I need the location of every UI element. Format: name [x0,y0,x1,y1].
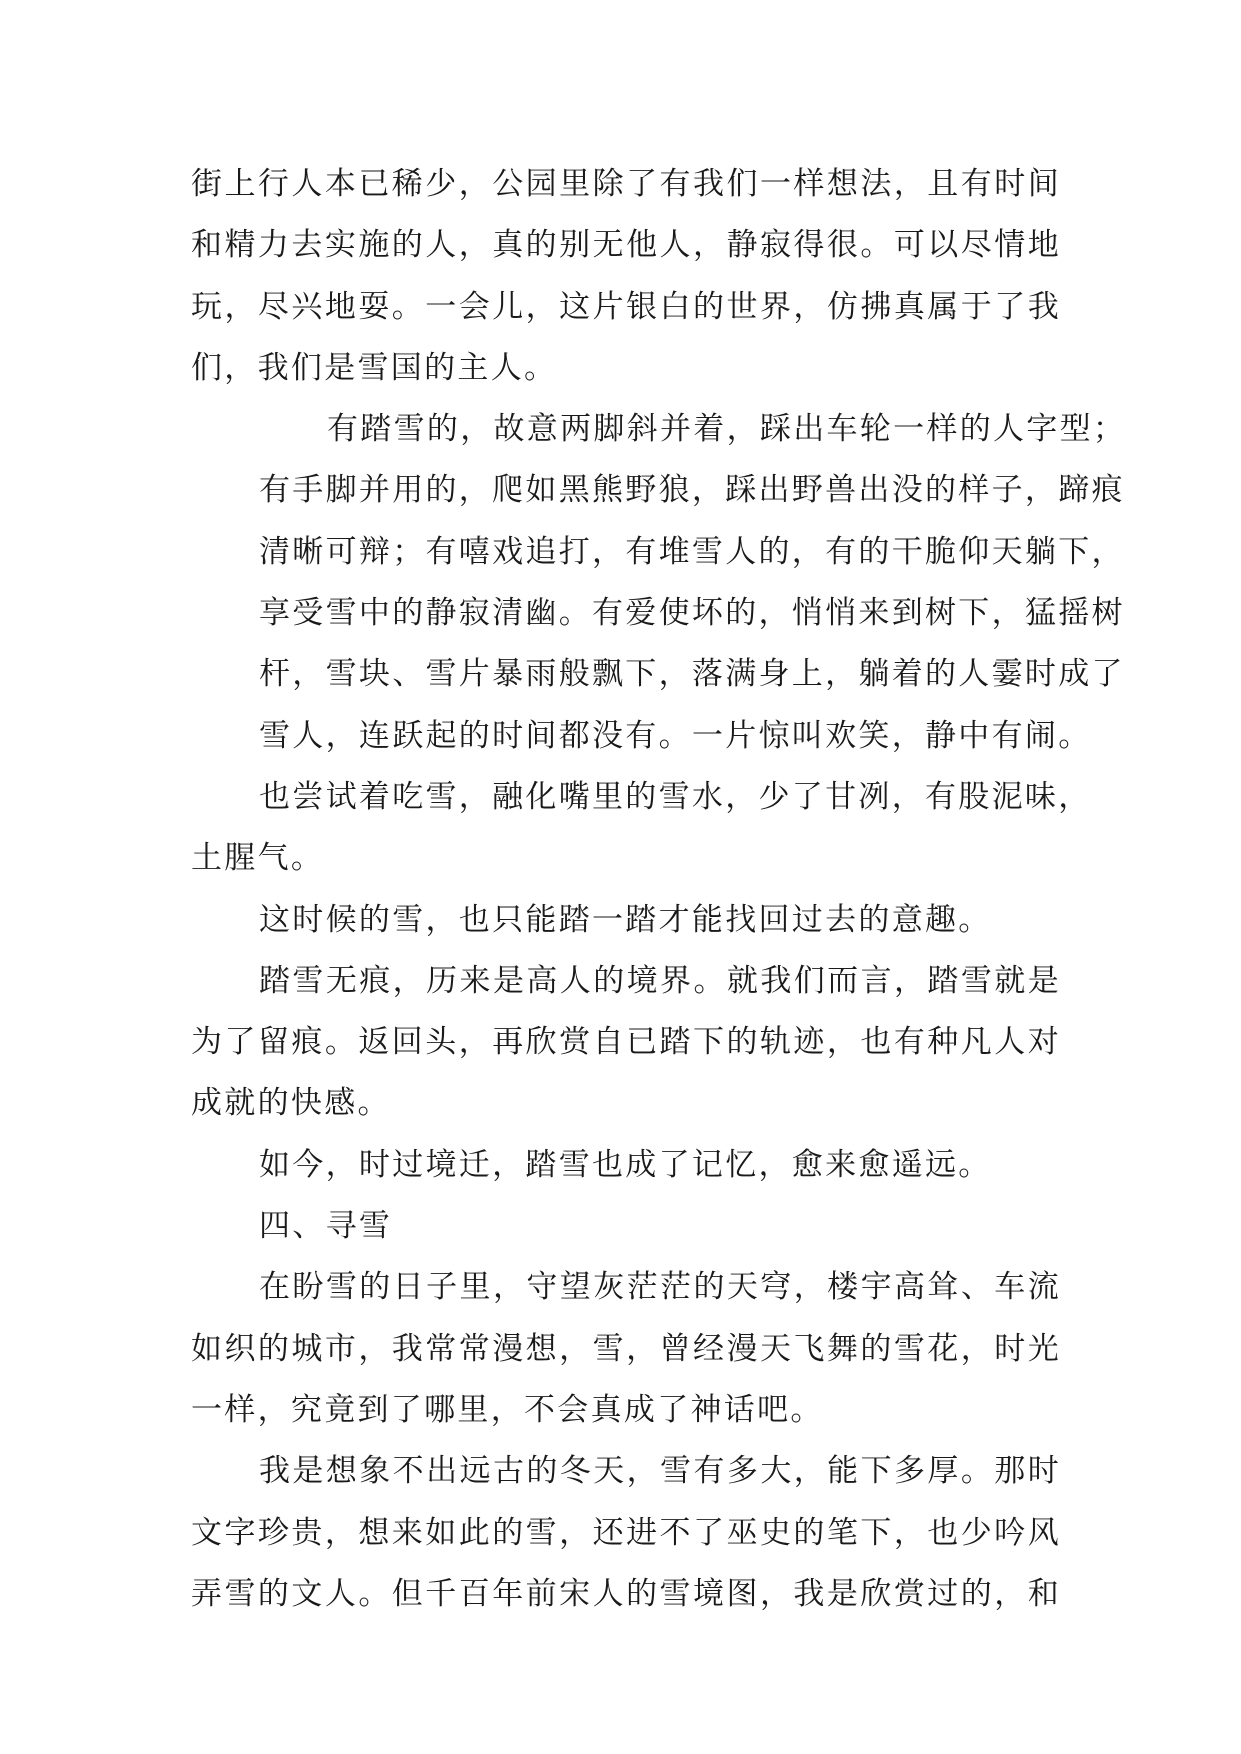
section-heading [191,1196,1061,1257]
paragraph [191,1135,1061,1196]
text-line: 享受雪中的静寂清幽。有爱使坏的，悄悄来到树下，猛摇树 [259,595,1125,632]
text-line: 成就的快感。 [191,1085,391,1122]
paragraph [191,1257,1061,1441]
text-line: 在盼雪的日子里，守望灰茫茫的天穹，楼宇高耸、车流 [259,1269,1061,1306]
text-line: 踏雪无痕，历来是高人的境界。就我们而言，踏雪就是 [259,962,1061,999]
paragraph [191,399,1127,767]
text-line: 四、寻雪 [259,1208,393,1245]
text-line: 也尝试着吃雪，融化嘴里的雪水，少了甘冽，有股泥味， [259,778,1092,815]
paragraph [191,154,1061,399]
text-line: 有踏雪的，故意两脚斜并着，踩出车轮一样的人字型； [327,411,1127,448]
text-line: 为了留痕。返回头，再欣赏自已踏下的轨迹，也有种凡人对 [191,1024,1061,1061]
paragraph [191,890,1061,951]
text-line: 如织的城市，我常常漫想，雪，曾经漫天飞舞的雪花，时光 [191,1330,1061,1367]
document-body [191,154,1127,1625]
text-line: 雪人，连跃起的时间都没有。一片惊叫欢笑，静中有闹。 [259,717,1092,754]
text-line: 们，我们是雪国的主人。 [191,349,558,386]
text-line: 一样，究竟到了哪里，不会真成了神话吧。 [191,1391,824,1428]
text-line: 弄雪的文人。但千百年前宋人的雪境图，我是欣赏过的，和 [191,1575,1061,1612]
text-line: 有手脚并用的，爬如黑熊野狼，踩出野兽出没的样子，蹄痕 [259,472,1125,509]
text-line: 文字珍贵，想来如此的雪，还进不了巫史的笔下，也少吟风 [191,1514,1061,1551]
text-line: 如今，时过境迁，踏雪也成了记忆，愈来愈遥远。 [259,1146,992,1183]
text-line: 这时候的雪，也只能踏一踏才能找回过去的意趣。 [259,901,992,938]
text-line: 街上行人本已稀少，公园里除了有我们一样想法，且有时间 [191,166,1061,202]
paragraph [191,1441,1061,1625]
text-line: 杆，雪块、雪片暴雨般飘下，落满身上，躺着的人霎时成了 [259,656,1125,693]
text-line: 我是想象不出远古的冬天，雪有多大，能下多厚。那时 [259,1453,1061,1490]
text-line: 和精力去实施的人，真的别无他人，静寂得很。可以尽情地 [191,227,1061,264]
text-line: 玩，尽兴地耍。一会儿，这片银白的世界，仿拂真属于了我 [191,288,1061,325]
text-line: 清晰可辩；有嘻戏追打，有堆雪人的，有的干脆仰天躺下， [259,533,1125,570]
paragraph [191,767,1092,890]
text-line: 土腥气。 [191,840,325,877]
paragraph [191,951,1061,1135]
